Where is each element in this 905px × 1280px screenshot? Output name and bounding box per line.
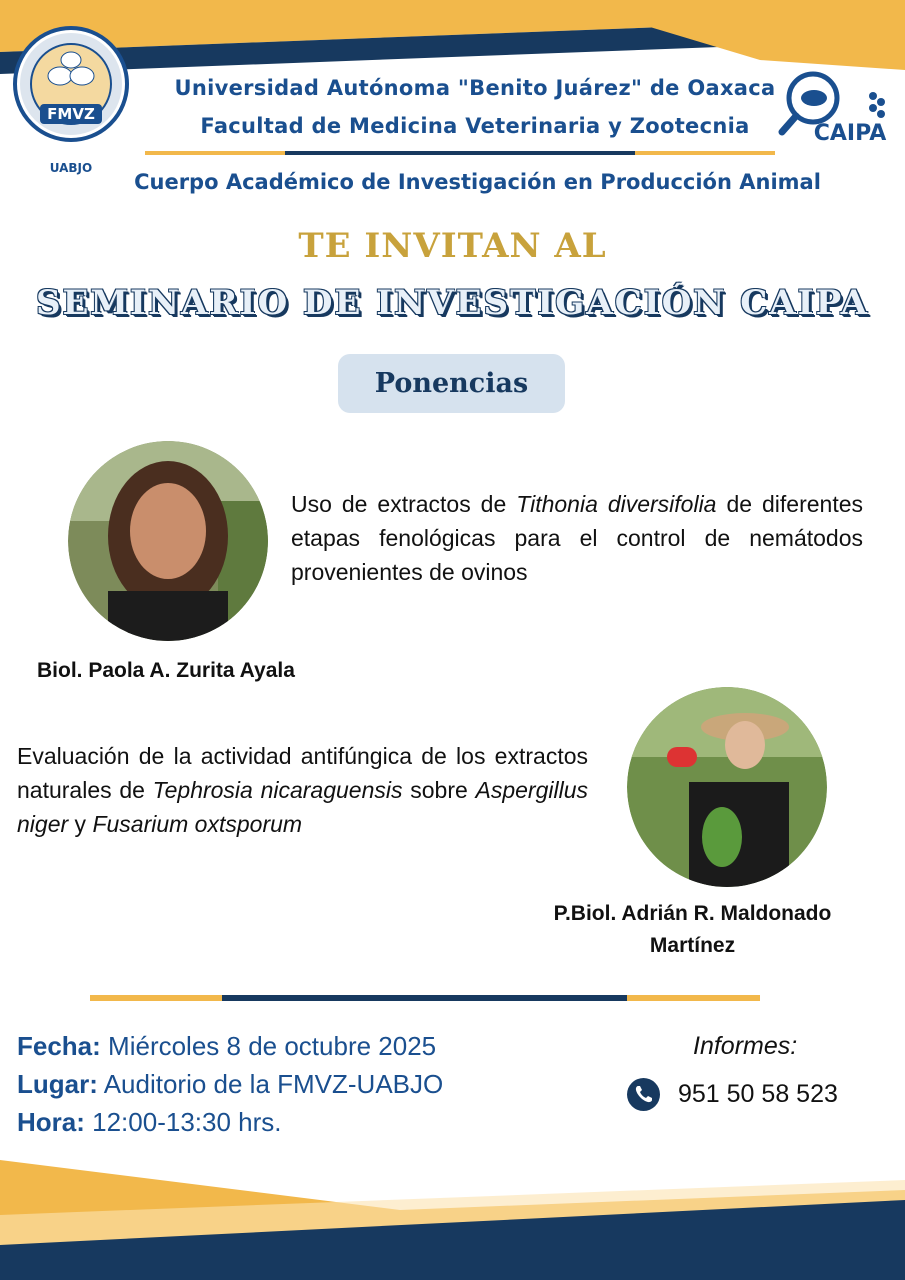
speaker-1-name: Biol. Paola A. Zurita Ayala xyxy=(37,659,295,682)
svg-text:FMVZ: FMVZ xyxy=(47,105,95,123)
talk-1-title: Uso de extractos de Tithonia diversifolia de diferentes etapas fenológicas para el control de nemátodos provenientes de ovinos xyxy=(291,491,863,585)
event-time: Hora: 12:00-13:30 hrs. xyxy=(17,1107,282,1137)
svg-text:CAIPA: CAIPA xyxy=(813,121,887,146)
university-name: Universidad Autónoma "Benito Juárez" de Oaxaca xyxy=(174,76,776,100)
phone-number[interactable]: 951 50 58 523 xyxy=(678,1080,838,1108)
event-place: Lugar: Auditorio de la FMVZ-UABJO xyxy=(17,1069,444,1099)
speaker-photo-adrian xyxy=(627,687,827,887)
faculty-name: Facultad de Medicina Veterinaria y Zootecnia xyxy=(200,114,750,138)
svg-text:UABJO: UABJO xyxy=(49,161,93,175)
top-banner-decoration xyxy=(0,0,905,80)
talk-2-title: Evaluación de la actividad antifúngica de los extractos naturales de Tephrosia nicaraguensis sobre Aspergillus niger y Fusarium oxtsporum xyxy=(17,743,588,837)
seminar-title: SEMINARIO DE INVESTIGACIÓN CAIPA xyxy=(35,283,870,323)
informes-label: Informes: xyxy=(693,1032,798,1060)
phone-icon xyxy=(627,1078,660,1111)
bottom-banner-decoration xyxy=(0,1150,905,1280)
event-date: Fecha: Miércoles 8 de octubre 2025 xyxy=(17,1031,437,1061)
speaker-2-name: P.Biol. Adrián R. Maldonado Martínez xyxy=(553,902,832,957)
speaker-photo-paola xyxy=(68,441,268,641)
invite-heading: TE INVITAN AL xyxy=(298,226,607,266)
academic-group-name: Cuerpo Académico de Investigación en Producción Animal xyxy=(134,170,821,194)
ponencias-label: Ponencias xyxy=(374,368,529,399)
header-divider xyxy=(145,151,775,155)
fmvz-logo xyxy=(10,18,132,178)
ponencias-badge xyxy=(338,354,565,413)
footer-divider xyxy=(90,995,760,1001)
